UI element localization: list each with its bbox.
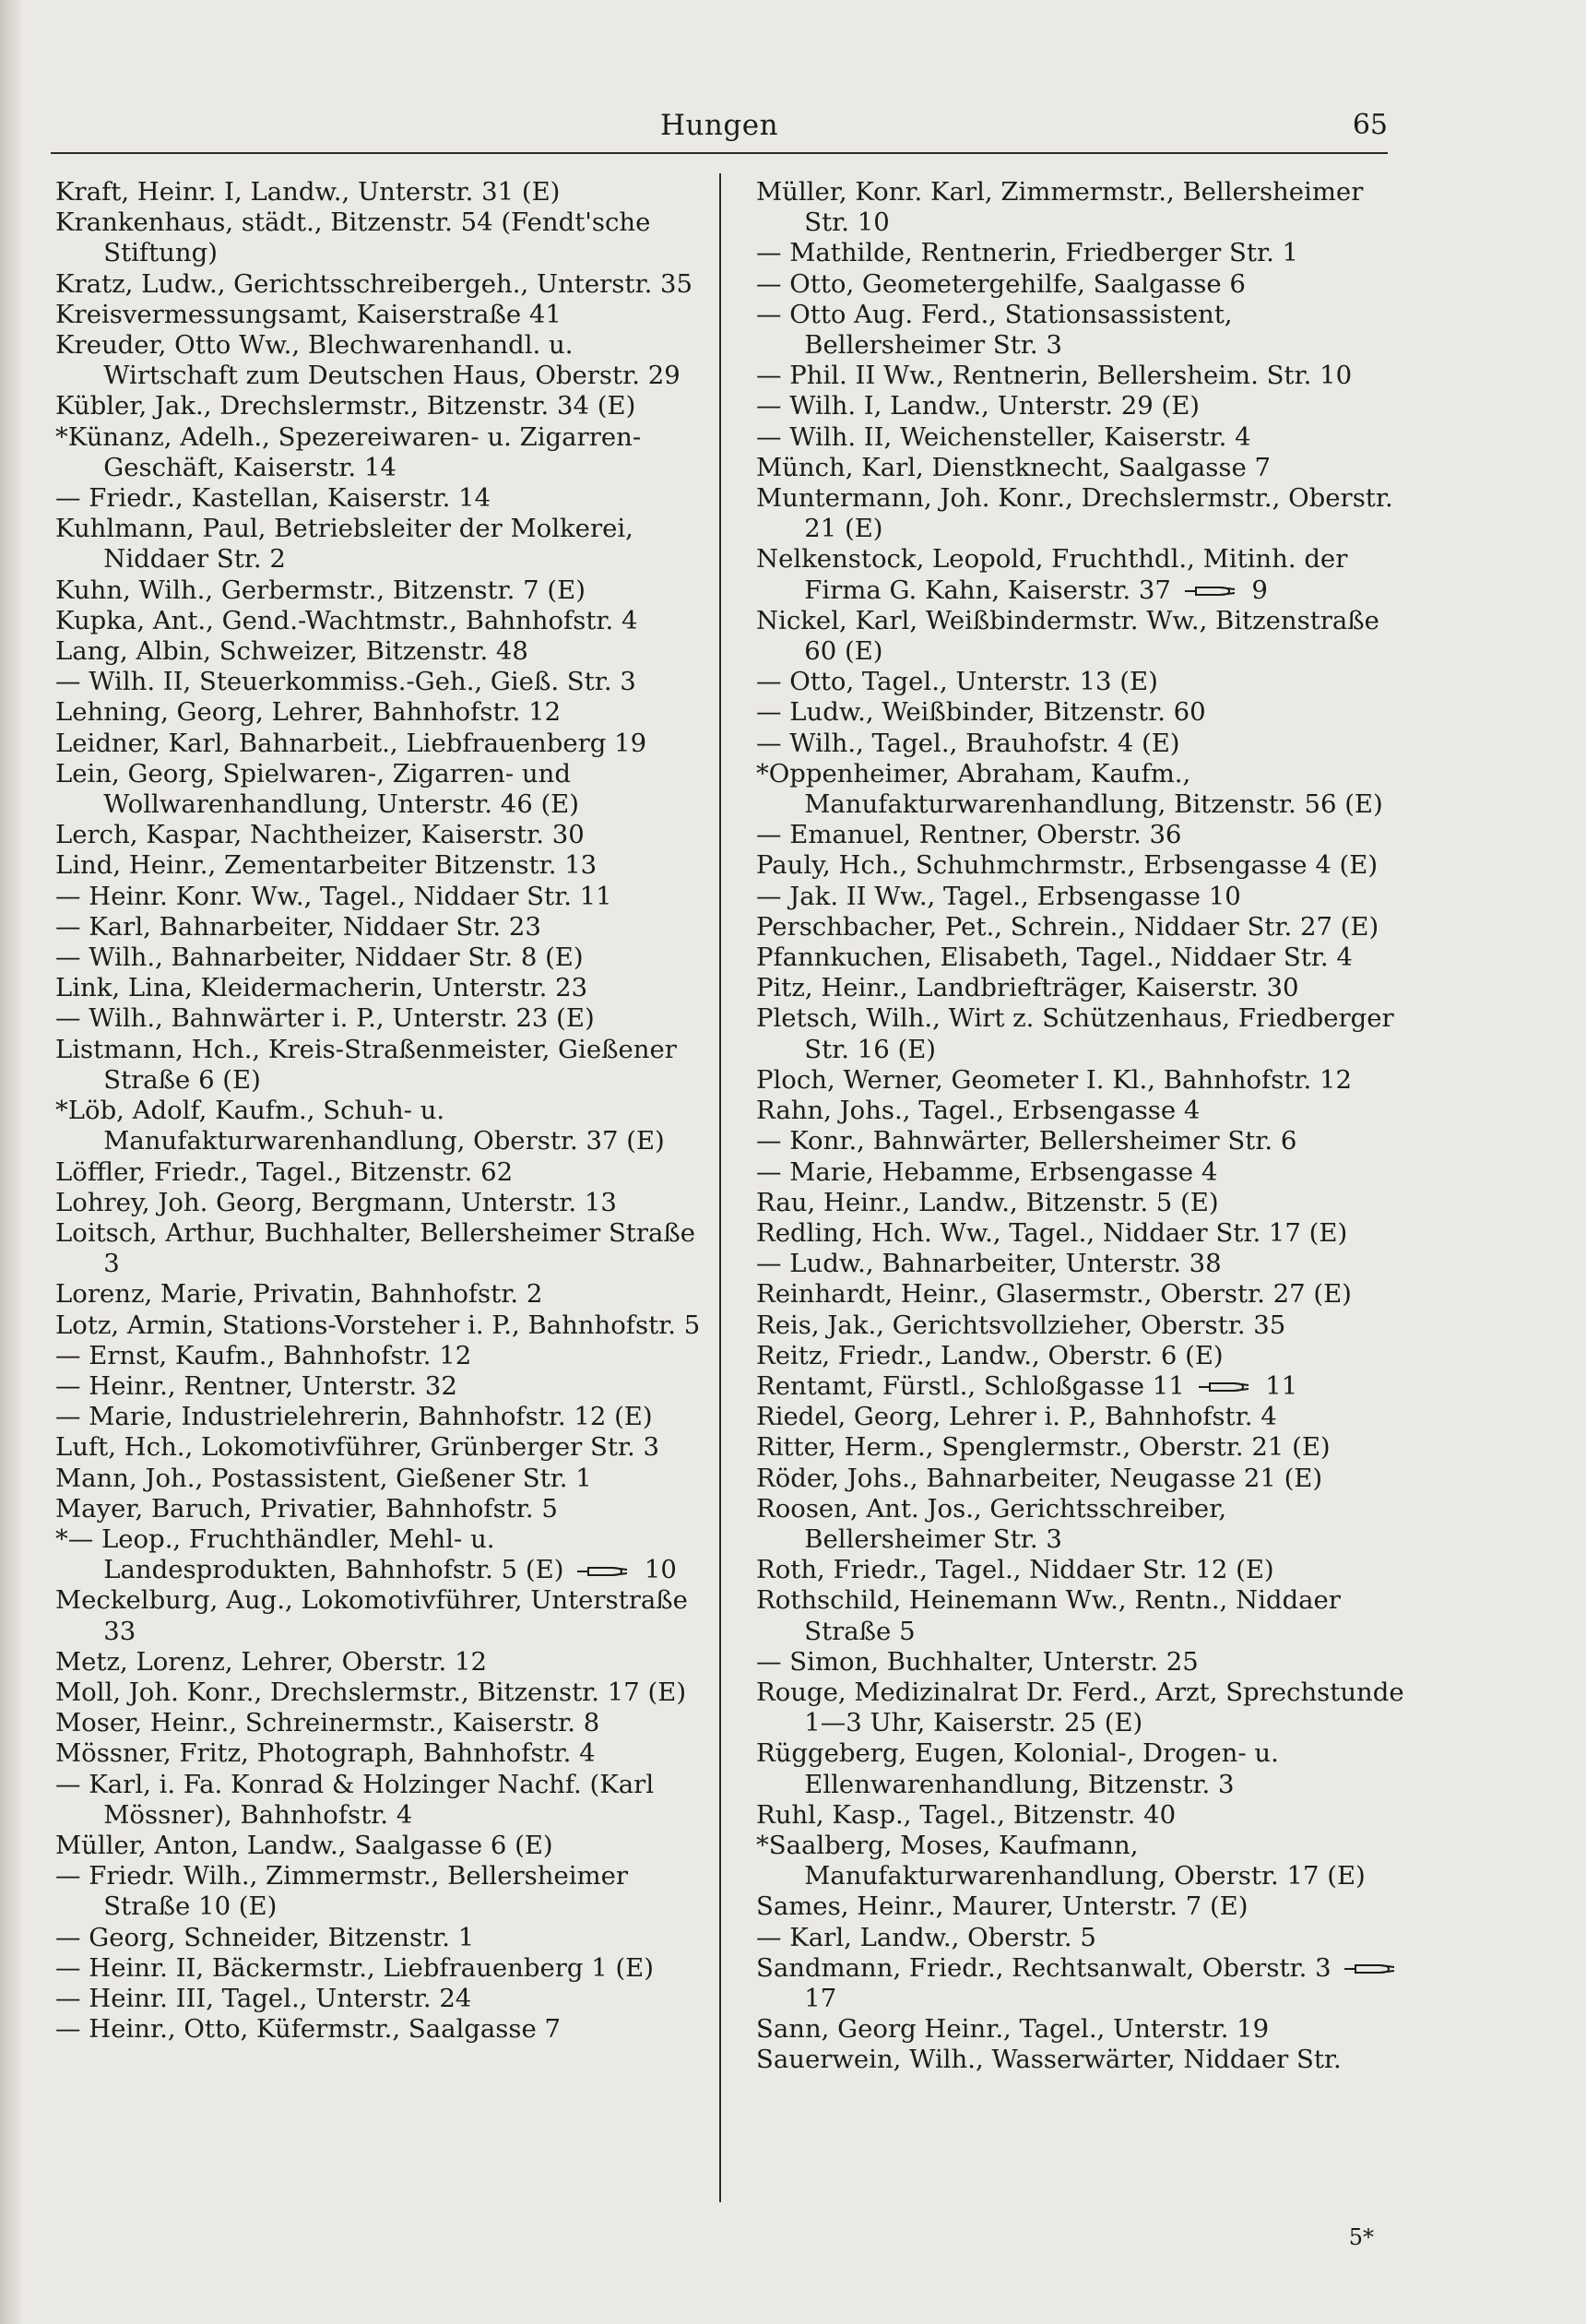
directory-entry: Pletsch, Wilh., Wirt z. Schützenhaus, Friedberger Str. 16 (E) bbox=[756, 1003, 1394, 1064]
directory-entry: — Heinr., Rentner, Unterstr. 32 bbox=[55, 1370, 457, 1401]
directory-entry: — Marie, Hebamme, Erbsengasse 4 bbox=[756, 1156, 1218, 1187]
directory-entry: Rüggeberg, Eugen, Kolonial-, Drogen- u. Ellenwarenhandlung, Bitzenstr. 3 bbox=[756, 1738, 1279, 1799]
directory-entry: — Emanuel, Rentner, Oberstr. 36 bbox=[756, 820, 1182, 850]
directory-entry: Moser, Heinr., Schreinermstr., Kaiserstr. 8 bbox=[55, 1708, 600, 1738]
directory-entry: Loitsch, Arthur, Buchhalter, Bellersheimer Straße 3 bbox=[55, 1217, 696, 1279]
directory-entry: Kraft, Heinr. I, Landw., Unterstr. 31 (E) bbox=[55, 177, 561, 207]
telephone-hand-icon bbox=[1197, 1379, 1252, 1395]
directory-entry: — Wilh., Bahnwärter i. P., Unterstr. 23 (E) bbox=[55, 1003, 595, 1034]
directory-entry: Sames, Heinr., Maurer, Unterstr. 7 (E) bbox=[756, 1891, 1249, 1922]
directory-entry: — Otto Aug. Ferd., Stationsassistent, Bellersheimer Str. 3 bbox=[756, 299, 1233, 361]
directory-entry: — Wilh. II, Weichensteller, Kaiserstr. 4 bbox=[756, 421, 1251, 452]
directory-entry: — Konr., Bahnwärter, Bellersheimer Str. 6 bbox=[756, 1126, 1297, 1156]
directory-entry: Mayer, Baruch, Privatier, Bahnhofstr. 5 bbox=[55, 1493, 558, 1524]
directory-entry: — Wilh., Tagel., Brauhofstr. 4 (E) bbox=[756, 728, 1180, 758]
right-column bbox=[756, 177, 1411, 2076]
directory-entry: — Ludw., Weißbinder, Bitzenstr. 60 bbox=[756, 697, 1206, 728]
directory-entry: Lang, Albin, Schweizer, Bitzenstr. 48 bbox=[55, 636, 528, 667]
directory-entry: Lehning, Georg, Lehrer, Bahnhofstr. 12 bbox=[55, 697, 562, 728]
directory-entry: Röder, Johs., Bahnarbeiter, Neugasse 21 (E) bbox=[756, 1463, 1323, 1493]
directory-entry: — Heinr., Otto, Küfermstr., Saalgasse 7 bbox=[55, 2014, 562, 2045]
directory-entry: Reitz, Friedr., Landw., Oberstr. 6 (E) bbox=[756, 1340, 1224, 1370]
directory-entry: Roth, Friedr., Tagel., Niddaer Str. 12 (E) bbox=[756, 1555, 1274, 1585]
directory-entry: — Wilh., Bahnarbeiter, Niddaer Str. 8 (E) bbox=[55, 943, 584, 973]
directory-entry: Müller, Konr. Karl, Zimmermstr., Bellersheimer Str. 10 bbox=[756, 177, 1364, 238]
directory-entry: — Marie, Industrielehrerin, Bahnhofstr. 12 (E) bbox=[55, 1402, 653, 1432]
directory-entry: Lerch, Kaspar, Nachtheizer, Kaiserstr. 30 bbox=[55, 820, 585, 850]
directory-entry: — Phil. II Ww., Rentnerin, Bellersheim. Str. 10 bbox=[756, 361, 1353, 391]
directory-entry: Sauerwein, Wilh., Wasserwärter, Niddaer Str. bbox=[756, 2045, 1342, 2075]
directory-entry: Sann, Georg Heinr., Tagel., Unterstr. 19 bbox=[756, 2014, 1270, 2045]
directory-entry: Rau, Heinr., Landw., Bitzenstr. 5 (E) bbox=[756, 1187, 1219, 1217]
directory-entry: Reis, Jak., Gerichtsvollzieher, Oberstr. 35 bbox=[756, 1310, 1286, 1340]
directory-entry: — Wilh. I, Landw., Unterstr. 29 (E) bbox=[756, 391, 1201, 421]
directory-entry: Münch, Karl, Dienstknecht, Saalgasse 7 bbox=[756, 452, 1271, 482]
directory-entry: — Heinr. Konr. Ww., Tagel., Niddaer Str. 11 bbox=[55, 881, 612, 911]
directory-entry: — Heinr. II, Bäckermstr., Liebfrauenberg 1 (E) bbox=[55, 1952, 654, 1983]
directory-entry: Nelkenstock, Leopold, Fruchthdl., Mitinh. der Firma G. Kahn, Kaiserstr. 37 9 bbox=[756, 544, 1348, 605]
directory-entry: Pauly, Hch., Schuhmchrmstr., Erbsengasse 4 (E) bbox=[756, 850, 1379, 881]
directory-entry: Riedel, Georg, Lehrer i. P., Bahnhofstr. 4 bbox=[756, 1402, 1277, 1432]
directory-entry: — Karl, Bahnarbeiter, Niddaer Str. 23 bbox=[55, 911, 541, 942]
directory-entry: — Heinr. III, Tagel., Unterstr. 24 bbox=[55, 1983, 472, 2013]
directory-entry: — Otto, Tagel., Unterstr. 13 (E) bbox=[756, 667, 1158, 697]
directory-entry: Ploch, Werner, Geometer I. Kl., Bahnhofstr. 12 bbox=[756, 1064, 1352, 1095]
directory-entry: Kreuder, Otto Ww., Blechwarenhandl. u. Wirtschaft zum Deutschen Haus, Oberstr. 29 bbox=[55, 330, 681, 391]
directory-entry: — Georg, Schneider, Bitzenstr. 1 bbox=[55, 1922, 475, 1952]
directory-entry: Ritter, Herm., Spenglermstr., Oberstr. 21 (E) bbox=[756, 1432, 1331, 1463]
directory-entry: Rouge, Medizinalrat Dr. Ferd., Arzt, Sprechstunde 1—3 Uhr, Kaiserstr. 25 (E) bbox=[756, 1677, 1404, 1738]
directory-entry: — Simon, Buchhalter, Unterstr. 25 bbox=[756, 1646, 1199, 1677]
directory-entry: Roosen, Ant. Jos., Gerichtsschreiber, Bellersheimer Str. 3 bbox=[756, 1493, 1227, 1554]
directory-entry: Kreisvermessungsamt, Kaiserstraße 41 bbox=[55, 299, 562, 329]
directory-entry: — Otto, Geometergehilfe, Saalgasse 6 bbox=[756, 268, 1246, 299]
directory-entry: — Ernst, Kaufm., Bahnhofstr. 12 bbox=[55, 1340, 472, 1370]
header-rule bbox=[51, 152, 1388, 154]
directory-entry: — Jak. II Ww., Tagel., Erbsengasse 10 bbox=[756, 881, 1241, 911]
directory-entry: Lorenz, Marie, Privatin, Bahnhofstr. 2 bbox=[55, 1279, 543, 1310]
page-number: 65 bbox=[1352, 109, 1388, 141]
telephone-hand-icon bbox=[1343, 1961, 1398, 1977]
page-header bbox=[51, 109, 1388, 155]
directory-entry: — Karl, i. Fa. Konrad & Holzinger Nachf. (Karl Mössner), Bahnhofstr. 4 bbox=[55, 1769, 655, 1830]
directory-entry: Pfannkuchen, Elisabeth, Tagel., Niddaer Str. 4 bbox=[756, 943, 1353, 973]
directory-entry: Müller, Anton, Landw., Saalgasse 6 (E) bbox=[55, 1830, 553, 1860]
directory-entry: Lotz, Armin, Stations-Vorsteher i. P., Bahnhofstr. 5 bbox=[55, 1310, 701, 1340]
directory-entry: Perschbacher, Pet., Schrein., Niddaer Str. 27 (E) bbox=[756, 911, 1379, 942]
telephone-hand-icon bbox=[575, 1563, 631, 1580]
directory-entry: Sandmann, Friedr., Rechtsanwalt, Oberstr. 3 17 bbox=[756, 1953, 1411, 2014]
directory-entry: — Mathilde, Rentnerin, Friedberger Str. 1 bbox=[756, 238, 1299, 268]
directory-entry: Löffler, Friedr., Tagel., Bitzenstr. 62 bbox=[55, 1156, 514, 1187]
directory-entry: Rahn, Johs., Tagel., Erbsengasse 4 bbox=[756, 1096, 1201, 1126]
directory-entry: Kupka, Ant., Gend.-Wachtmstr., Bahnhofstr. 4 bbox=[55, 605, 638, 635]
directory-entry: Mössner, Fritz, Photograph, Bahnhofstr. 4 bbox=[55, 1738, 596, 1769]
directory-entry: Kuhn, Wilh., Gerbermstr., Bitzenstr. 7 (E) bbox=[55, 575, 586, 605]
directory-entry: Mann, Joh., Postassistent, Gießener Str. 1 bbox=[55, 1463, 592, 1493]
page-title: Hungen bbox=[659, 109, 779, 142]
directory-entry: Muntermann, Joh. Konr., Drechslermstr., Oberstr. 21 (E) bbox=[756, 483, 1393, 544]
directory-entry: Lind, Heinr., Zementarbeiter Bitzenstr. 13 bbox=[55, 850, 598, 881]
directory-entry: — Friedr., Kastellan, Kaiserstr. 14 bbox=[55, 483, 491, 514]
directory-entry: Kübler, Jak., Drechslermstr., Bitzenstr. 34 (E) bbox=[55, 391, 636, 421]
telephone-hand-icon bbox=[1183, 583, 1238, 599]
directory-entry: Kratz, Ludw., Gerichtsschreibergeh., Unterstr. 35 bbox=[55, 268, 693, 299]
directory-entry: — Wilh. II, Steuerkommiss.-Geh., Gieß. Str. 3 bbox=[55, 667, 636, 697]
directory-entry: *Oppenheimer, Abraham, Kaufm., Manufakturwarenhandlung, Bitzenstr. 56 (E) bbox=[756, 758, 1383, 820]
signature-mark: 5* bbox=[1348, 2224, 1374, 2250]
directory-entry: Metz, Lorenz, Lehrer, Oberstr. 12 bbox=[55, 1646, 487, 1677]
column-divider bbox=[719, 173, 721, 2202]
directory-entry: Redling, Hch. Ww., Tagel., Niddaer Str. 17 (E) bbox=[756, 1217, 1348, 1248]
binding-shadow bbox=[0, 0, 24, 2324]
directory-entry: Pitz, Heinr., Landbriefträger, Kaiserstr. 30 bbox=[756, 973, 1299, 1003]
directory-entry: Ruhl, Kasp., Tagel., Bitzenstr. 40 bbox=[756, 1799, 1177, 1830]
directory-entry: Kuhlmann, Paul, Betriebsleiter der Molkerei, Niddaer Str. 2 bbox=[55, 514, 633, 575]
directory-entry: *Saalberg, Moses, Kaufmann, Manufakturwarenhandlung, Oberstr. 17 (E) bbox=[756, 1830, 1366, 1891]
directory-entry: Nickel, Karl, Weißbindermstr. Ww., Bitzenstraße 60 (E) bbox=[756, 605, 1379, 667]
directory-entry: — Friedr. Wilh., Zimmermstr., Bellersheimer Straße 10 (E) bbox=[55, 1861, 629, 1922]
directory-entry: *— Leop., Fruchthändler, Mehl- u. Landesprodukten, Bahnhofstr. 5 (E) 10 bbox=[55, 1524, 677, 1585]
directory-entry: — Karl, Landw., Oberstr. 5 bbox=[756, 1922, 1096, 1952]
directory-entry: Moll, Joh. Konr., Drechslermstr., Bitzenstr. 17 (E) bbox=[55, 1677, 687, 1707]
directory-entry: — Ludw., Bahnarbeiter, Unterstr. 38 bbox=[756, 1249, 1222, 1279]
directory-entry: Leidner, Karl, Bahnarbeit., Liebfrauenberg 19 bbox=[55, 728, 647, 758]
directory-entry: Link, Lina, Kleidermacherin, Unterstr. 23 bbox=[55, 973, 588, 1003]
directory-entry: Lein, Georg, Spielwaren-, Zigarren- und Wollwarenhandlung, Unterstr. 46 (E) bbox=[55, 758, 579, 820]
directory-entry: Krankenhaus, städt., Bitzenstr. 54 (Fendt'sche Stiftung) bbox=[55, 208, 651, 268]
left-column bbox=[55, 177, 710, 2045]
directory-entry: Meckelburg, Aug., Lokomotivführer, Unterstraße 33 bbox=[55, 1585, 688, 1646]
directory-entry: Rothschild, Heinemann Ww., Rentn., Niddaer Straße 5 bbox=[756, 1585, 1341, 1646]
directory-entry: *Löb, Adolf, Kaufm., Schuh- u. Manufakturwarenhandlung, Oberstr. 37 (E) bbox=[55, 1096, 665, 1156]
directory-entry: Rentamt, Fürstl., Schloßgasse 11 11 bbox=[756, 1370, 1298, 1401]
directory-entry: *Künanz, Adelh., Spezereiwaren- u. Zigarren-Geschäft, Kaiserstr. 14 bbox=[55, 421, 642, 482]
directory-entry: Luft, Hch., Lokomotivführer, Grünberger Str. 3 bbox=[55, 1432, 660, 1463]
directory-entry: Listmann, Hch., Kreis-Straßenmeister, Gießener Straße 6 (E) bbox=[55, 1034, 677, 1095]
directory-entry: Reinhardt, Heinr., Glasermstr., Oberstr. 27 (E) bbox=[756, 1279, 1352, 1310]
directory-entry: Lohrey, Joh. Georg, Bergmann, Unterstr. 13 bbox=[55, 1187, 617, 1217]
